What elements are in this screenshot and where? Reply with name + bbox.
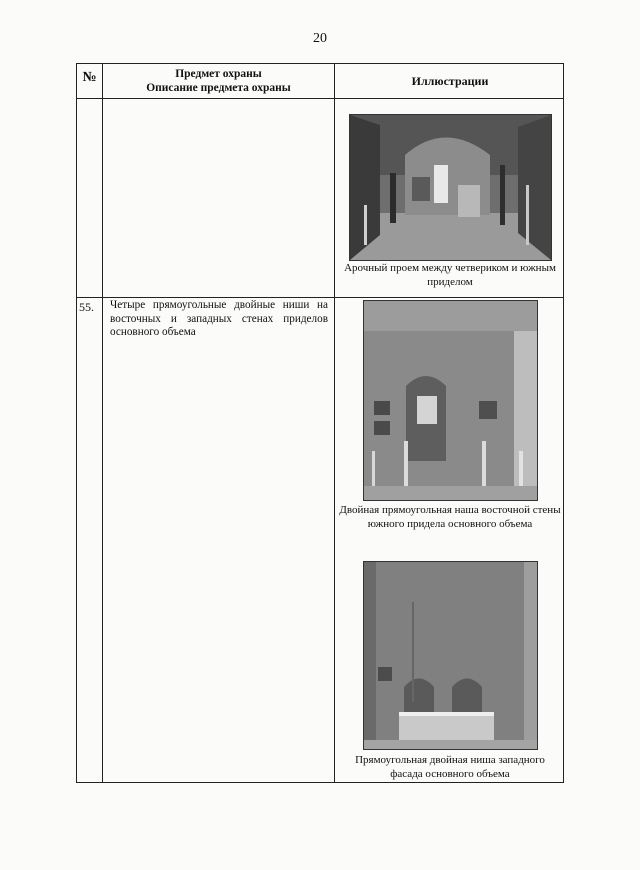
page-number: 20 [313,31,327,46]
header-subject [103,67,334,95]
header-illustrations: Иллюстрации [411,74,489,88]
caption-west-facade-niche: Прямоугольная двойная ниша западного фасада основного объема [355,754,545,780]
table-divider [102,64,103,782]
table-divider [77,98,563,99]
row-description: Четыре прямоугольные двойные ниши на восточных и западных стенах приделов основного объема [110,299,328,338]
row-number: 55. [79,300,94,314]
photo-east-wall-niche [363,300,538,501]
caption-east-wall-niche: Двойная прямоугольная наша восточной стены южного придела основного объема [339,504,561,530]
table-divider [334,64,335,782]
photo-west-facade-niche [363,561,538,750]
header-subject-subtitle: Описание предмета охраны [146,82,291,94]
photo-arched-opening [349,114,552,261]
header-number: № [82,70,97,85]
protection-table [76,63,564,783]
header-subject-title: Предмет охраны [175,68,262,80]
table-divider [77,297,563,298]
caption-arched-opening: Арочный проем между четвериком и южным приделом [344,262,556,288]
